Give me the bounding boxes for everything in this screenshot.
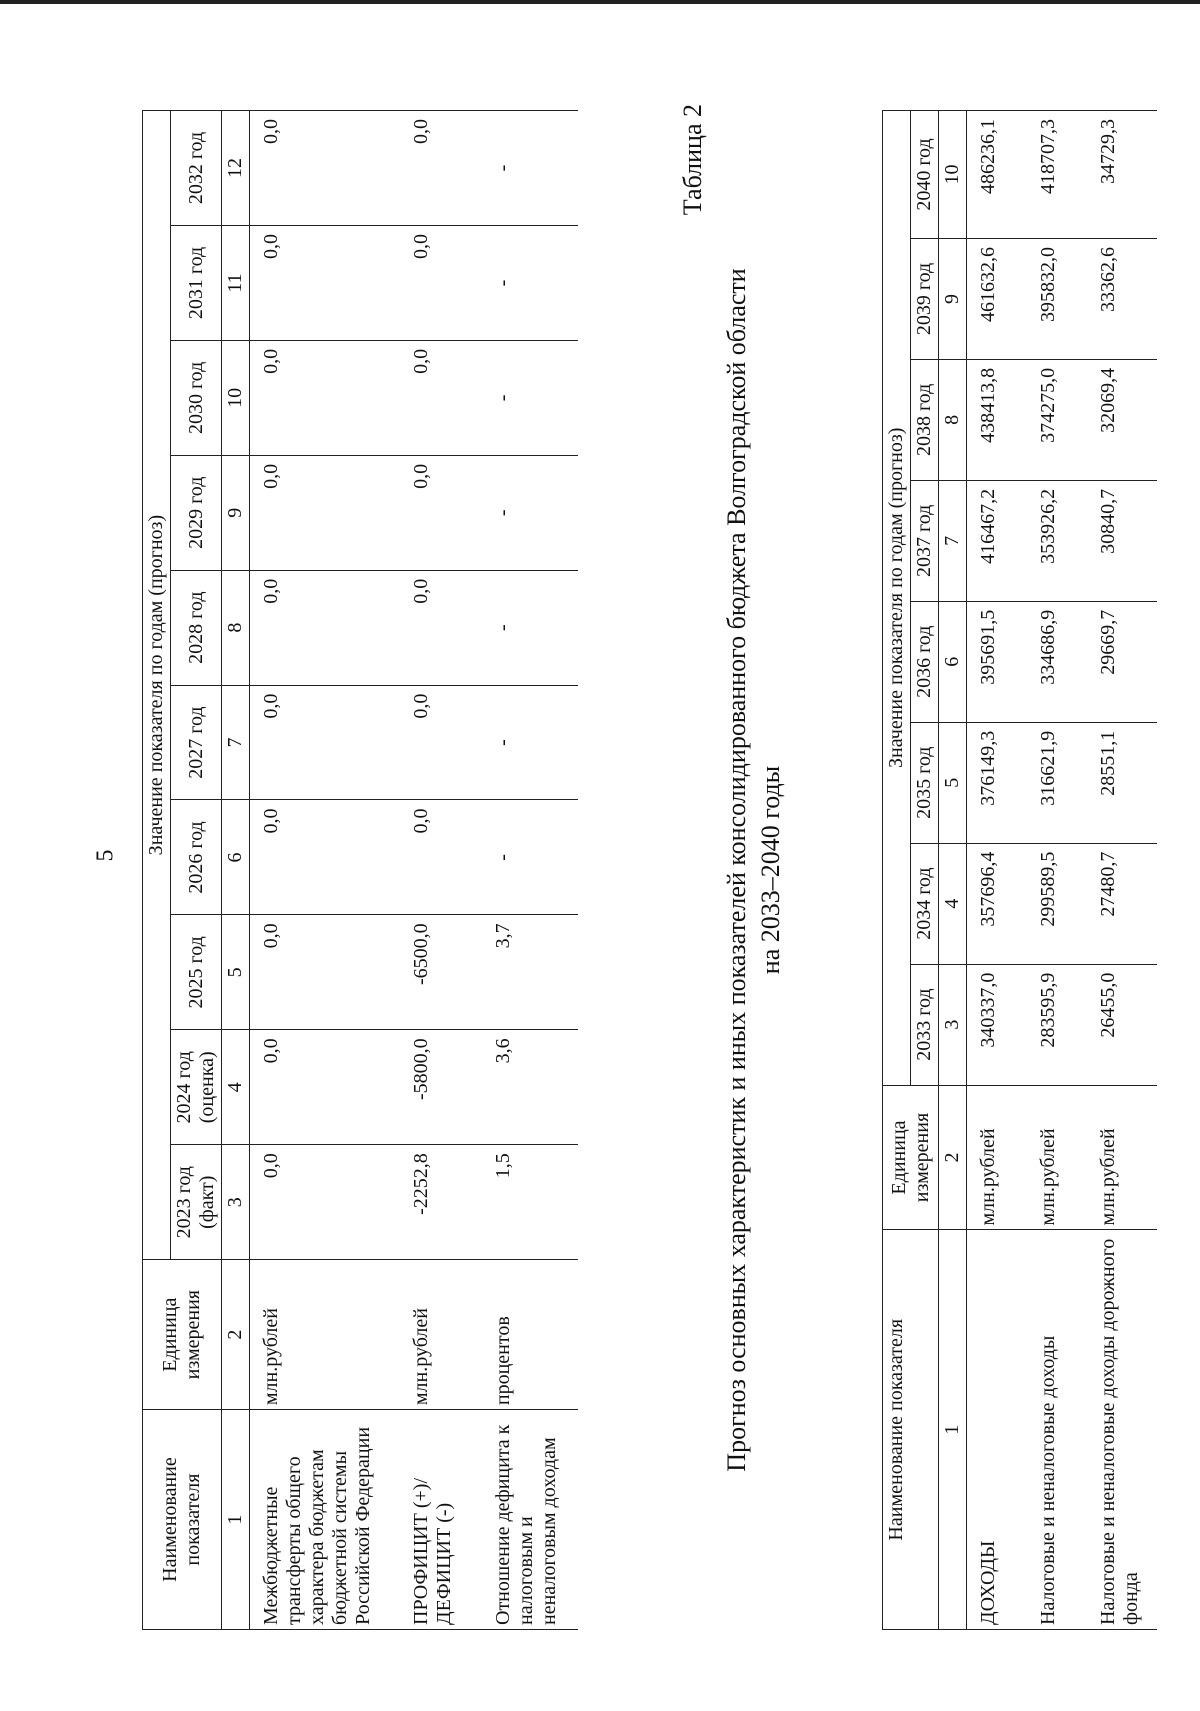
header-name: Наименование показателя (883, 1230, 939, 1630)
column-number: 8 (939, 359, 967, 480)
cell-value: 376149,3 (967, 722, 1027, 843)
cell-value: 0,0 (250, 800, 400, 915)
cell-value: 0,0 (250, 570, 400, 685)
cell-value: 461632,6 (967, 238, 1027, 359)
cell-value: 3,6 (482, 1030, 578, 1145)
column-number: 9 (939, 238, 967, 359)
rotated-sheet (142, 90, 1152, 1650)
row-unit: процентов (482, 1260, 578, 1410)
cell-value: - (482, 800, 578, 915)
table-2023-2032 (142, 110, 578, 1630)
header-year: 2036 год (911, 601, 939, 722)
cell-value: 28551,1 (1087, 722, 1157, 843)
cell-value: 0,0 (250, 1030, 400, 1145)
row-unit: млн.рублей (1027, 1085, 1087, 1230)
table-row (1087, 111, 1157, 1630)
cell-value: 29669,7 (1087, 601, 1157, 722)
header-year: 2024 год (оценка) (171, 1030, 222, 1145)
cell-value: 395832,0 (1027, 238, 1087, 359)
cell-value: 438413,8 (967, 359, 1027, 480)
column-number: 3 (939, 964, 967, 1085)
column-number: 6 (939, 601, 967, 722)
header-year: 2031 год (171, 226, 222, 341)
cell-value: 416467,2 (967, 480, 1027, 601)
cell-value: 353926,2 (1027, 480, 1087, 601)
table-2033-2040 (882, 110, 1157, 1630)
header-year: 2037 год (911, 480, 939, 601)
cell-value: 34729,3 (1087, 111, 1157, 239)
cell-value: 0,0 (400, 455, 482, 570)
column-number: 5 (939, 722, 967, 843)
column-number: 5 (222, 915, 250, 1030)
header-year: 2034 год (911, 843, 939, 964)
cell-value: 0,0 (250, 340, 400, 455)
page-number: 5 (92, 849, 119, 862)
header-year: 2026 год (171, 800, 222, 915)
cell-value: -2252,8 (400, 1145, 482, 1260)
cell-value: 0,0 (250, 685, 400, 800)
row-unit: млн.рублей (1087, 1085, 1157, 1230)
header-year: 2032 год (171, 111, 222, 226)
header-group: Значение показателя по годам (прогноз) (883, 111, 911, 1086)
cell-value: 283595,9 (1027, 964, 1087, 1085)
cell-value: 0,0 (400, 226, 482, 341)
cell-value: 0,0 (250, 1145, 400, 1260)
table-row (1027, 111, 1087, 1630)
table-title-line: на 2033–2040 годы (755, 765, 785, 975)
cell-value: 486236,1 (967, 111, 1027, 239)
table-row (400, 111, 482, 1630)
header-year: 2030 год (171, 340, 222, 455)
header-year: 2023 год (факт) (171, 1145, 222, 1260)
row-name: ПРОФИЦИТ (+)/ ДЕФИЦИТ (-) (400, 1410, 482, 1630)
cell-value: 316621,9 (1027, 722, 1087, 843)
cell-value: - (482, 685, 578, 800)
column-number: 10 (222, 340, 250, 455)
column-number: 1 (939, 1230, 967, 1630)
cell-value: 0,0 (250, 915, 400, 1030)
header-year: 2028 год (171, 570, 222, 685)
header-year: 2035 год (911, 722, 939, 843)
cell-value: 299589,5 (1027, 843, 1087, 964)
cell-value: 395691,5 (967, 601, 1027, 722)
row-name: Межбюджетные трансферты общего характера бюджетам бюджетной системы Российской Федерации (250, 1410, 400, 1630)
cell-value: -5800,0 (400, 1030, 482, 1145)
column-number: 1 (222, 1410, 250, 1630)
cell-value: 0,0 (400, 800, 482, 915)
cell-value: 340337,0 (967, 964, 1027, 1085)
header-unit: Единица измерения (143, 1260, 222, 1410)
column-number: 4 (939, 843, 967, 964)
cell-value: 0,0 (400, 570, 482, 685)
cell-value: -6500,0 (400, 915, 482, 1030)
column-number: 2 (939, 1085, 967, 1230)
header-year: 2033 год (911, 964, 939, 1085)
header-year: 2038 год (911, 359, 939, 480)
header-unit: Единица измерения (883, 1085, 939, 1230)
table-row (482, 111, 578, 1630)
table-title-line: Прогноз основных характеристик и иных показателей консолидированного бюджета Волгоградской области (722, 268, 751, 1472)
column-number: 8 (222, 570, 250, 685)
column-number: 4 (222, 1030, 250, 1145)
header-year: 2040 год (911, 111, 939, 239)
row-name: Налоговые и неналоговые доходы дорожного фонда (1087, 1230, 1157, 1630)
column-number: 9 (222, 455, 250, 570)
row-unit: млн.рублей (967, 1085, 1027, 1230)
row-unit: млн.рублей (400, 1260, 482, 1410)
cell-value: 1,5 (482, 1145, 578, 1260)
row-name: ДОХОДЫ (967, 1230, 1027, 1630)
table-row (967, 111, 1027, 1630)
column-number: 7 (222, 685, 250, 800)
row-unit: млн.рублей (250, 1260, 400, 1410)
cell-value: - (482, 570, 578, 685)
row-name: Налоговые и неналоговые доходы (1027, 1230, 1087, 1630)
header-year: 2025 год (171, 915, 222, 1030)
column-number: 7 (939, 480, 967, 601)
column-number: 10 (939, 111, 967, 239)
cell-value: 33362,6 (1087, 238, 1157, 359)
scan-edge-line (0, 0, 1200, 4)
cell-value: 32069,4 (1087, 359, 1157, 480)
cell-value: 0,0 (250, 111, 400, 226)
cell-value: 27480,7 (1087, 843, 1157, 964)
cell-value: 418707,3 (1027, 111, 1087, 239)
cell-value: 357696,4 (967, 843, 1027, 964)
header-year: 2027 год (171, 685, 222, 800)
column-number: 6 (222, 800, 250, 915)
table-label: Таблица 2 (678, 104, 707, 216)
cell-value: - (482, 340, 578, 455)
column-number: 3 (222, 1145, 250, 1260)
cell-value: 0,0 (250, 226, 400, 341)
header-group: Значение показателя по годам (прогноз) (143, 111, 171, 1260)
cell-value: 0,0 (250, 455, 400, 570)
cell-value: 26455,0 (1087, 964, 1157, 1085)
cell-value: - (482, 226, 578, 341)
header-year: 2039 год (911, 238, 939, 359)
column-number: 2 (222, 1260, 250, 1410)
cell-value: 374275,0 (1027, 359, 1087, 480)
header-name: Наименование показателя (143, 1410, 222, 1630)
cell-value: - (482, 111, 578, 226)
row-name: Отношение дефицита к налоговым и неналоговым доходам (482, 1410, 578, 1630)
table-row (250, 111, 400, 1630)
cell-value: 334686,9 (1027, 601, 1087, 722)
cell-value: 0,0 (400, 340, 482, 455)
column-number: 12 (222, 111, 250, 226)
cell-value: 0,0 (400, 111, 482, 226)
column-number: 11 (222, 226, 250, 341)
cell-value: 0,0 (400, 685, 482, 800)
cell-value: 30840,7 (1087, 480, 1157, 601)
table-title (720, 90, 788, 1650)
header-year: 2029 год (171, 455, 222, 570)
cell-value: - (482, 455, 578, 570)
cell-value: 3,7 (482, 915, 578, 1030)
